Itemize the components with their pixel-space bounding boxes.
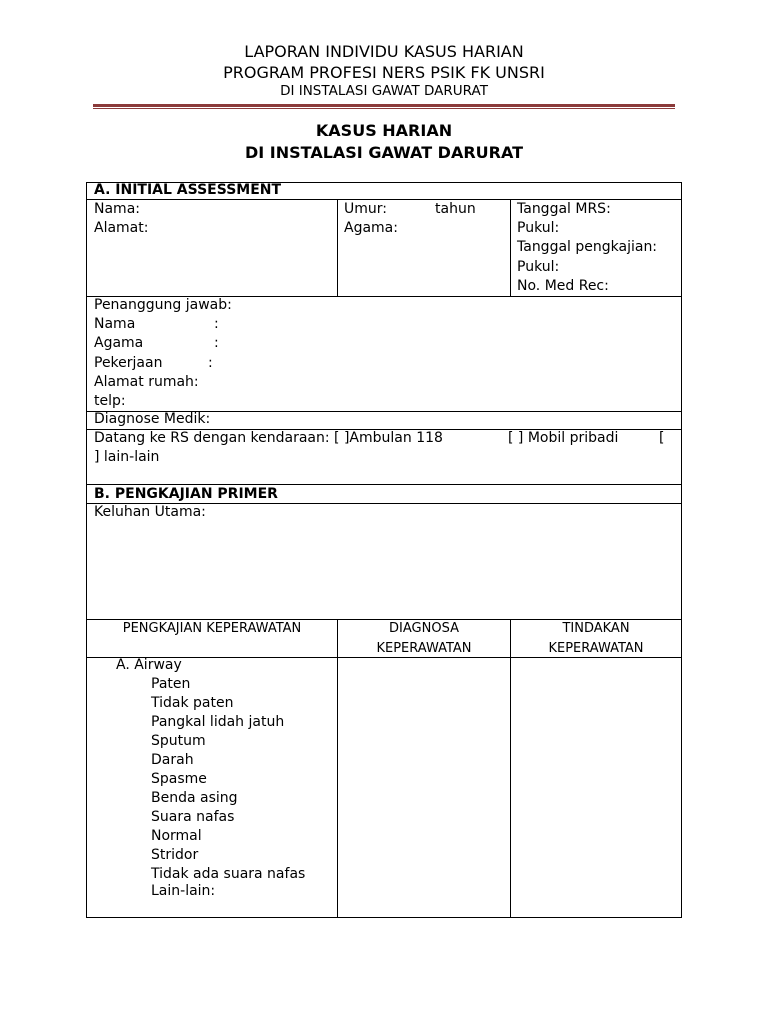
col-divider <box>510 619 511 917</box>
document-subtitle: DI INSTALASI GAWAT DARURAT <box>244 143 524 162</box>
umur-label: Umur: <box>344 201 387 217</box>
col-divider <box>510 199 511 296</box>
lain-lain-option: ] lain-lain <box>94 449 160 465</box>
airway-item: Pangkal lidah jatuh <box>151 714 285 730</box>
agama-label: Agama: <box>344 220 398 236</box>
penanggung-jawab-title: Penanggung jawab: <box>94 297 232 313</box>
col-divider <box>337 619 338 917</box>
pj-pekerjaan-label: Pekerjaan <box>94 355 163 371</box>
col-header-diagnosa: DIAGNOSA KEPERAWATAN <box>376 621 472 656</box>
pj-alamat-label: Alamat rumah: <box>94 374 199 390</box>
alamat-label: Alamat: <box>94 220 149 236</box>
nama-label: Nama: <box>94 201 140 217</box>
airway-item: Normal <box>151 828 202 844</box>
section-b-heading: B. PENGKAJIAN PRIMER <box>94 486 278 502</box>
pj-nama-label: Nama <box>94 316 136 332</box>
section-a-heading: A. INITIAL ASSESSMENT <box>94 182 282 198</box>
pj-pekerjaan-colon: : <box>208 355 213 371</box>
airway-title: A. Airway <box>116 657 182 673</box>
tahun-label: tahun <box>435 201 476 217</box>
col-header-tindakan: TINDAKAN KEPERAWATAN <box>548 621 644 656</box>
keluhan-utama-label: Keluhan Utama: <box>94 504 206 520</box>
pj-agama-colon: : <box>214 335 219 351</box>
airway-item: Paten <box>151 676 191 692</box>
assessment-form <box>86 182 682 918</box>
col-header-pengkajian: PENGKAJIAN KEPERAWATAN <box>122 621 302 636</box>
installation-subtitle: DI INSTALASI GAWAT DARURAT <box>280 83 488 99</box>
pj-nama-colon: : <box>214 316 219 332</box>
document-title: KASUS HARIAN <box>315 121 453 140</box>
col-divider <box>337 199 338 296</box>
airway-item: Suara nafas <box>151 809 235 825</box>
report-title: LAPORAN INDIVIDU KASUS HARIAN <box>244 42 524 61</box>
airway-item: Tidak ada suara nafas <box>151 866 306 882</box>
airway-item: Spasme <box>151 771 207 787</box>
med-rec-label: No. Med Rec: <box>517 278 609 294</box>
datang-kendaraan-label: Datang ke RS dengan kendaraan: [ ]Ambulan 118 <box>94 430 443 446</box>
pukul-mrs-label: Pukul: <box>517 220 560 236</box>
pukul-pengkajian-label: Pukul: <box>517 259 560 275</box>
airway-item: Stridor <box>151 847 199 863</box>
header-rule-thin <box>93 108 675 109</box>
pj-telp-label: telp: <box>94 393 126 409</box>
airway-item: Darah <box>151 752 194 768</box>
airway-item: Tidak paten <box>151 695 234 711</box>
tanggal-pengkajian-label: Tanggal pengkajian: <box>517 239 658 255</box>
airway-item: Benda asing <box>151 790 238 806</box>
airway-item: Lain-lain: <box>151 883 216 899</box>
diagnose-medik-label: Diagnose Medik: <box>94 411 211 427</box>
lain-lain-bracket: [ <box>659 430 665 446</box>
airway-item: Sputum <box>151 733 206 749</box>
tanggal-mrs-label: Tanggal MRS: <box>517 201 611 217</box>
program-title: PROGRAM PROFESI NERS PSIK FK UNSRI <box>223 63 545 82</box>
mobil-pribadi-option: [ ] Mobil pribadi <box>508 430 619 446</box>
header-rule-thick <box>93 104 675 107</box>
pj-agama-label: Agama <box>94 335 144 351</box>
